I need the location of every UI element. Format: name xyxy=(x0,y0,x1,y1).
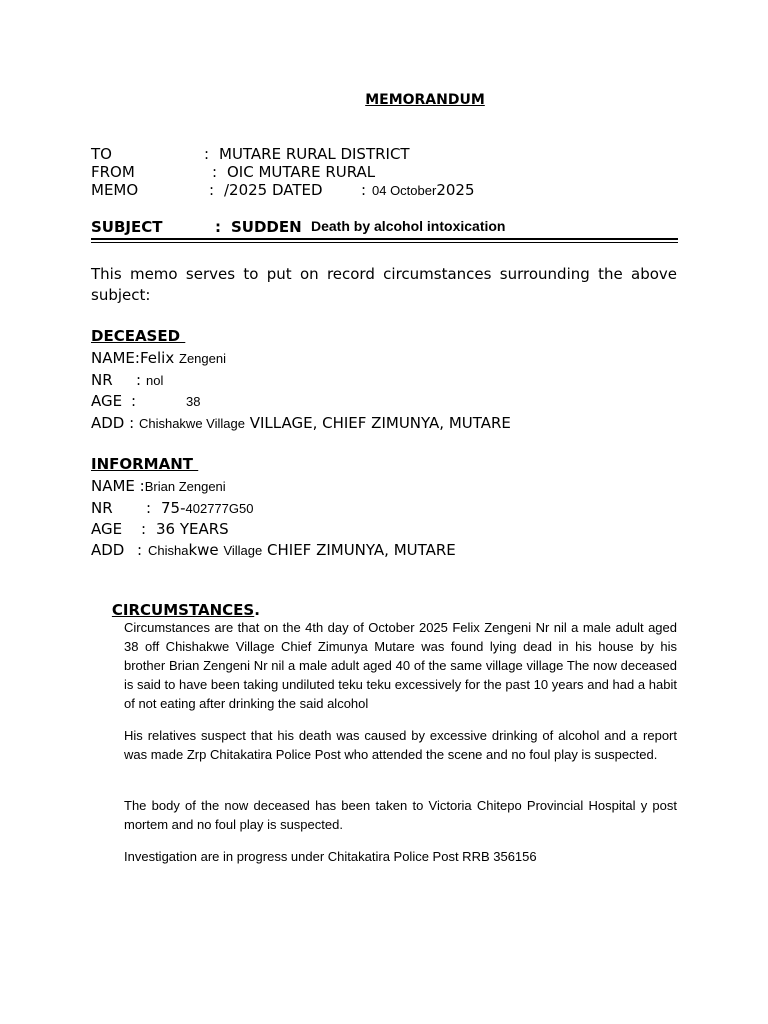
deceased-address-line xyxy=(91,414,511,432)
informant-age-colon: : xyxy=(141,520,147,538)
informant-name-value: Brian Zengeni xyxy=(144,479,226,494)
informant-add-label: ADD xyxy=(91,541,125,559)
informant-age-label: AGE xyxy=(91,520,123,538)
circumstances-heading: CIRCUMSTANCES xyxy=(111,601,255,619)
informant-age-line xyxy=(91,520,229,538)
informant-address-line xyxy=(91,541,456,559)
informant-nr-colon: : xyxy=(146,499,152,517)
subject-colon: : xyxy=(215,218,221,236)
to-value: MUTARE RURAL DISTRICT xyxy=(219,145,410,163)
deceased-age-label: AGE xyxy=(91,392,123,410)
informant-name-line xyxy=(91,477,226,495)
date-colon: : xyxy=(361,181,367,199)
informant-heading: INFORMANT xyxy=(91,455,199,473)
to-label: TO xyxy=(91,145,112,163)
deceased-nr-line xyxy=(91,371,163,389)
deceased-age-colon: : xyxy=(131,392,137,410)
deceased-heading: DECEASED xyxy=(91,327,186,345)
informant-add-colon: : xyxy=(137,541,143,559)
circumstances-heading-dot: . xyxy=(254,601,260,619)
informant-nr-prefix: 75- xyxy=(161,499,186,517)
circumstances-paragraph: Circumstances are that on the 4th day of October 2025 Felix Zengeni Nr nil a male adult aged 38 off Chishakwe Village Chief Zimunya Mutare was found lying dead in his house by his brother Brian Zengeni Nr nil a male adult aged 40 of the same village village The now deceased is said to have been taking undiluted teku teku excessively for the past 10 years and had a habit of not eating after drinking the said alcohol xyxy=(124,620,677,711)
informant-add-rest: CHIEF ZIMUNYA, MUTARE xyxy=(267,541,456,559)
date-year: 2025 xyxy=(436,181,475,199)
subject-divider-thick xyxy=(91,238,678,240)
informant-add-kwe: kwe xyxy=(188,541,219,559)
memo-colon: : xyxy=(209,181,215,199)
subject-divider-thin xyxy=(91,242,678,243)
informant-add-chisha: Chisha xyxy=(148,543,189,558)
informant-nr-value: 402777G50 xyxy=(185,501,254,516)
deceased-name-last: Zengeni xyxy=(179,351,226,366)
informant-name-label: NAME : xyxy=(91,477,145,495)
subject-value-rest: Death by alcohol intoxication xyxy=(311,218,506,234)
intro-text: This memo serves to put on record circumstances surrounding the above subject: xyxy=(91,265,677,304)
deceased-age-value: 38 xyxy=(186,394,201,409)
memo-value: /2025 DATED xyxy=(224,181,323,199)
deceased-nr-colon: : xyxy=(136,371,142,389)
deceased-nr-value: nol xyxy=(146,373,164,388)
deceased-nr-label: NR xyxy=(91,371,113,389)
circumstances-paragraph: His relatives suspect that his death was caused by excessive drinking of alcohol and a report was made Zrp Chitakatira Police Post who attended the scene and no foul play is suspected. xyxy=(124,728,677,762)
deceased-add-label: ADD : xyxy=(91,414,135,432)
subject-label: SUBJECT xyxy=(91,218,163,236)
from-value: OIC MUTARE RURAL xyxy=(227,163,376,181)
deceased-name-line xyxy=(91,349,226,367)
circumstances-paragraph: Investigation are in progress under Chitakatira Police Post RRB 356156 xyxy=(124,849,537,864)
informant-nr-label: NR xyxy=(91,499,113,517)
deceased-add-village: Chishakwe Village xyxy=(138,416,245,431)
deceased-name-first: Felix xyxy=(139,349,175,367)
date-line xyxy=(372,181,475,199)
deceased-age-line xyxy=(91,392,200,410)
from-colon: : xyxy=(212,163,218,181)
informant-nr-line xyxy=(91,499,253,517)
from-label: FROM xyxy=(91,163,135,181)
memo-title: MEMORANDUM xyxy=(365,92,485,108)
to-colon: : xyxy=(204,145,210,163)
subject-line xyxy=(91,218,506,236)
circumstances-paragraph: The body of the now deceased has been taken to Victoria Chitepo Provincial Hospital y post mortem and no foul play is suspected. xyxy=(124,798,677,832)
subject-value-main: SUDDEN xyxy=(231,218,302,236)
date-value: 04 October xyxy=(372,183,437,198)
memo-label: MEMO xyxy=(91,181,139,199)
informant-age-value: 36 YEARS xyxy=(156,520,229,538)
deceased-add-rest: VILLAGE, CHIEF ZIMUNYA, MUTARE xyxy=(249,414,511,432)
informant-add-village: Village xyxy=(223,543,263,558)
deceased-name-label: NAME: xyxy=(91,349,140,367)
